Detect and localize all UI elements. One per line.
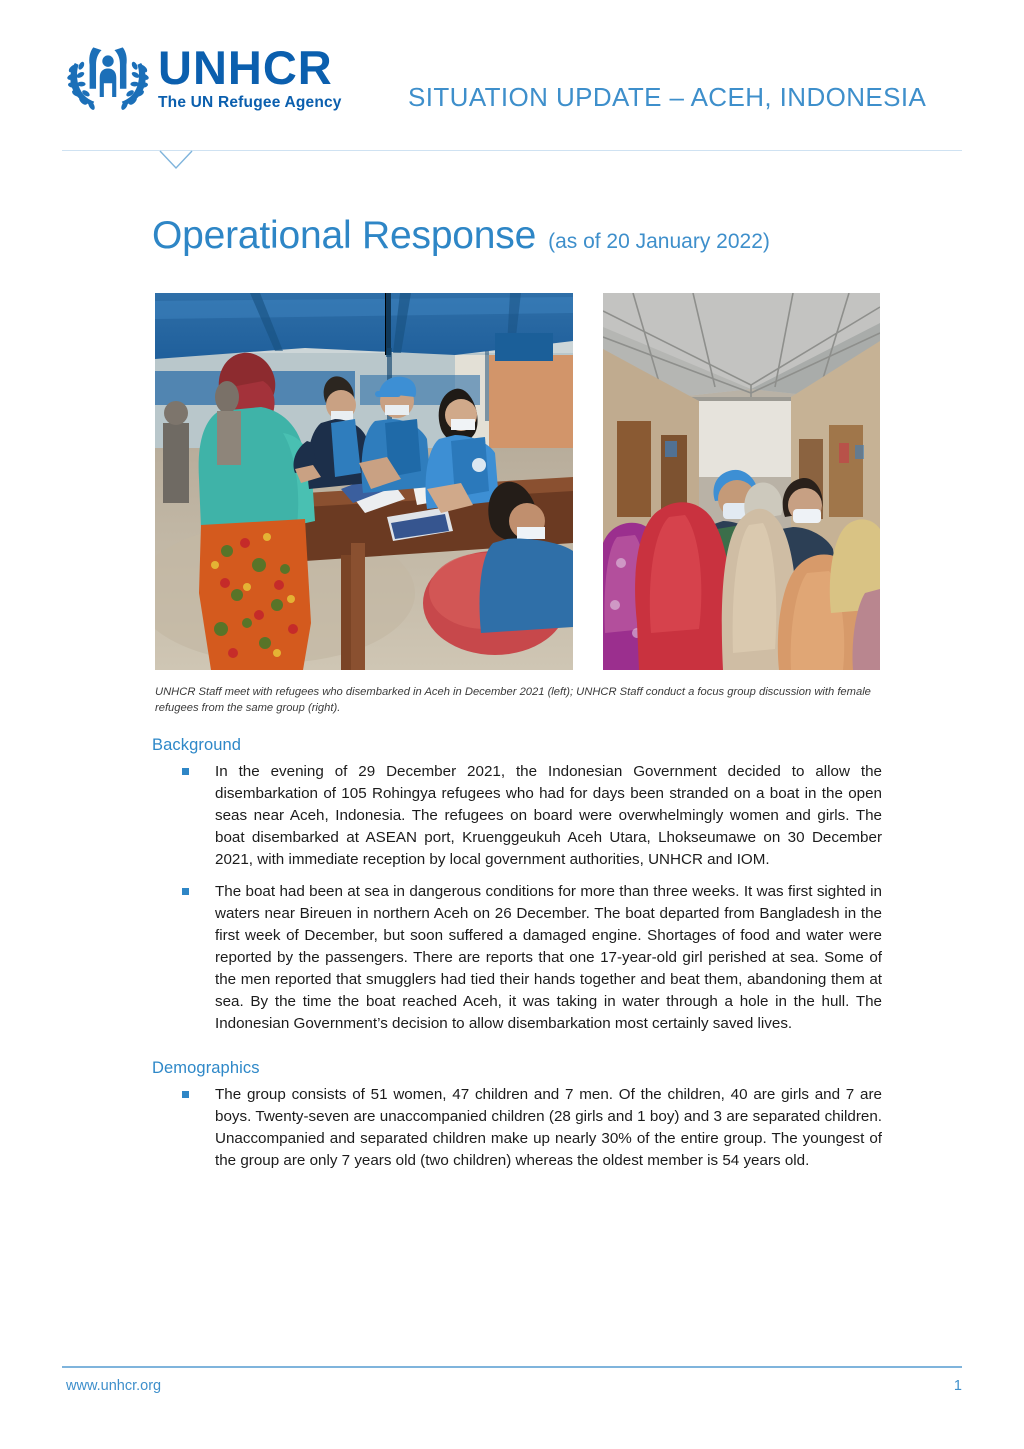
background-bullet-list [152, 761, 882, 1035]
unhcr-logo [62, 28, 342, 120]
unhcr-wordmark-text: UNHCR [158, 40, 333, 94]
list-item-text: The boat had been at sea in dangerous conditions for more than three weeks. It was first sighted in waters near Bireuen in northern Aceh on 26 December. The boat departed from Bangladesh in the first week of December, but soon suffered a damaged engine. Shortages of food and water were reported by the passengers. There are reports that one 17-year-old girl perished at sea. Some of the men reported that smugglers had tied their hands together and beat them, abandoning them at sea. By the time the boat reached Aceh, it was taking in water through a hole in the hull. The Indonesian Government’s decision to allow disembarkation most certainly saved lives. [215, 883, 882, 1033]
photo-registration-tent [155, 293, 573, 670]
unhcr-tagline: The UN Refugee Agency [158, 93, 342, 111]
section-background [152, 736, 882, 1035]
header-divider [62, 150, 962, 151]
header-title: SITUATION UPDATE – ACEH, INDONESIA [408, 82, 927, 112]
footer-divider [62, 1366, 962, 1368]
list-item [152, 761, 882, 871]
list-item-text: The group consists of 51 women, 47 children and 7 men. Of the children, 40 are girls and 7 are boys. Twenty-seven are unaccompanied children (28 girls and 1 boy) and 3 are separated children. Unaccompanied and separated children make up nearly 30% of the entire group. The youngest of the group are only 7 years old (two children) whereas the oldest member is 54 years old. [215, 1086, 882, 1170]
unhcr-emblem-icon [62, 28, 154, 120]
unhcr-wordmark [158, 38, 342, 111]
photo-caption: UNHCR Staff meet with refugees who disembarked in Aceh in December 2021 (left); UNHCR Staff conduct a focus group discussion with female refugees from the same group (right). [155, 686, 871, 715]
list-item [152, 1084, 882, 1172]
section-heading-demographics: Demographics [152, 1059, 260, 1078]
demographics-bullet-list [152, 1084, 882, 1172]
bullet-square-icon [182, 1091, 189, 1098]
bullet-square-icon [182, 888, 189, 895]
page-header [0, 0, 1024, 160]
list-item [152, 881, 882, 1035]
chevron-down-icon [158, 150, 194, 170]
page-title [152, 214, 770, 258]
page-title-text: Operational Response [152, 214, 537, 257]
photo-focus-group-discussion [603, 293, 880, 670]
bullet-square-icon [182, 768, 189, 775]
list-item-text: In the evening of 29 December 2021, the Indonesian Government decided to allow the disembarkation of 105 Rohingya refugees who had for days been stranded on a boat in the open seas near Aceh, Indonesia. The refugees on board were overwhelmingly women and girls. The boat disembarked at ASEAN port, Kruenggeukuh Aceh Utara, Lhokseumawe on 30 December 2021, with immediate reception by local government authorities, UNHCR and IOM. [215, 763, 882, 869]
footer-page-number: 1 [953, 1378, 962, 1394]
document-body [152, 736, 882, 1177]
section-heading-background: Background [152, 736, 242, 754]
page-title-date: (as of 20 January 2022) [548, 230, 770, 253]
section-demographics [152, 1059, 882, 1172]
footer-url-link[interactable]: www.unhcr.org [66, 1378, 162, 1394]
